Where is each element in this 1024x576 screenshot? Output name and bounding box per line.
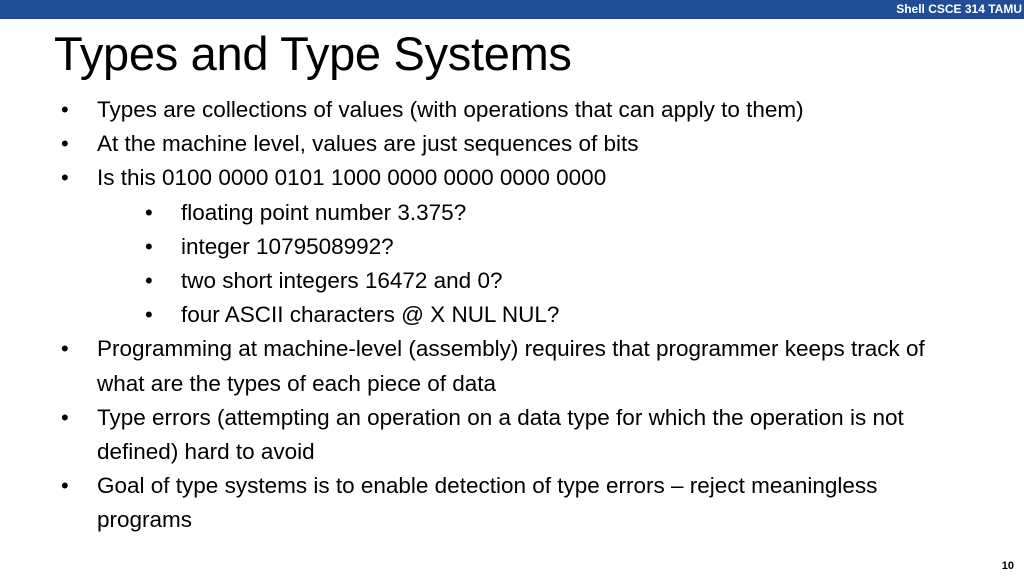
sub-bullet-text: two short integers 16472 and 0? (181, 268, 503, 294)
bullet-item (0, 332, 977, 400)
bullet-text: Programming at machine-level (assembly) requires that programmer keeps track of what are the types of each piece of data (97, 336, 925, 396)
bullet-dot-icon: • (145, 268, 153, 294)
bullet-text: Type errors (attempting an operation on a data type for which the operation is not defined) hard to avoid (97, 404, 904, 465)
bullet-item (0, 161, 977, 195)
bullet-list (0, 93, 1024, 538)
sub-bullet-item (0, 230, 961, 264)
bullet-dot-icon: • (61, 473, 69, 499)
bullet-text: Types are collections of values (with operations that can apply to them) (97, 97, 804, 122)
bullet-item (0, 127, 977, 161)
page-number: 10 (1001, 560, 1014, 572)
sub-bullet-text: integer 1079508992? (181, 233, 394, 259)
bullet-item (0, 469, 977, 537)
bullet-dot-icon: • (61, 97, 69, 122)
bullet-dot-icon: • (61, 131, 69, 157)
bullet-item (0, 93, 977, 127)
bullet-item (0, 401, 977, 469)
sub-bullet-item (0, 196, 961, 230)
slide-content (0, 93, 1024, 538)
bullet-dot-icon: • (61, 404, 69, 430)
slide-title: Types and Type Systems (54, 27, 572, 80)
bullet-text: At the machine level, values are just sequences of bits (97, 131, 639, 157)
bullet-dot-icon: • (145, 233, 153, 259)
bullet-dot-icon: • (145, 302, 153, 328)
sub-bullet-text: floating point number 3.375? (181, 199, 467, 225)
sub-bullet-item (0, 264, 961, 298)
course-tag: Shell CSCE 314 TAMU (896, 2, 1022, 16)
header-bar (0, 0, 1024, 19)
sub-bullet-item (0, 298, 961, 332)
bullet-dot-icon: • (61, 165, 69, 191)
bullet-dot-icon: • (145, 199, 153, 225)
bullet-text: Is this 0100 0000 0101 1000 0000 0000 0000 0000 (97, 165, 607, 191)
bullet-text: Goal of type systems is to enable detection of type errors – reject meaningless programs (97, 473, 878, 533)
sub-bullet-text: four ASCII characters @ X NUL NUL? (181, 302, 560, 328)
bullet-dot-icon: • (61, 336, 69, 362)
